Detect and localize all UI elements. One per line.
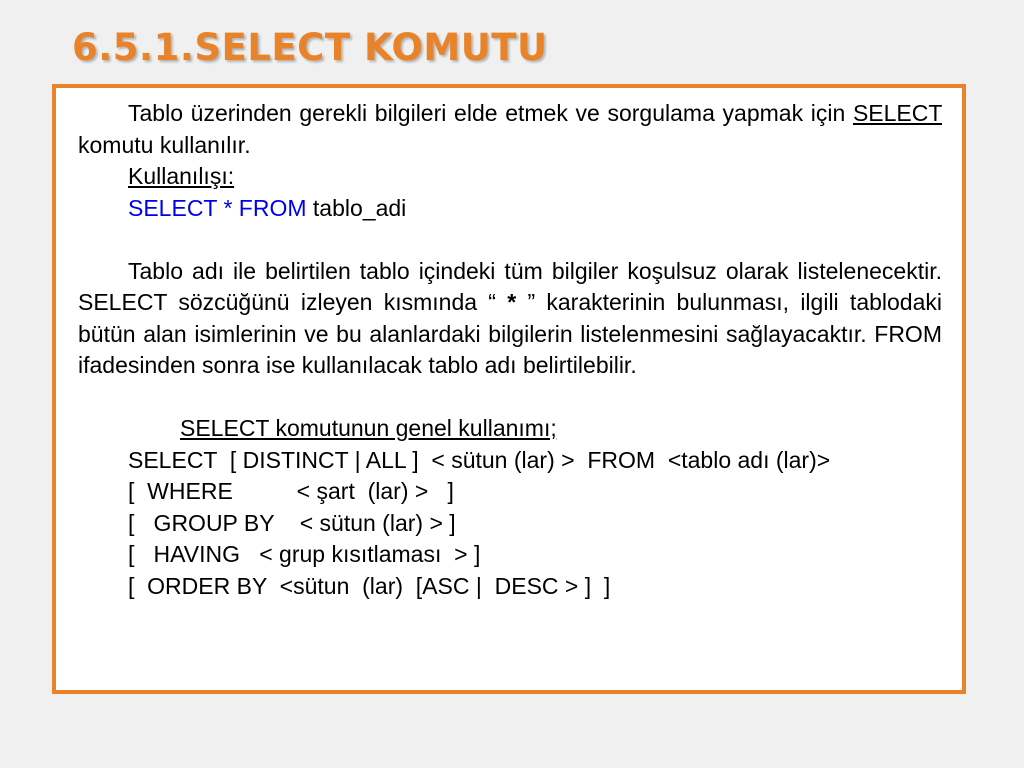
syntax-line-having: [ HAVING < grup kısıtlaması > ] bbox=[128, 541, 481, 567]
usage-example bbox=[78, 193, 942, 225]
intro-paragraph bbox=[78, 98, 942, 161]
usage-label-line bbox=[78, 161, 942, 193]
usage-label: Kullanılışı: bbox=[128, 163, 235, 189]
syntax-line-group-by: [ GROUP BY < sütun (lar) > ] bbox=[128, 509, 456, 536]
general-usage-heading: SELECT komutunun genel kullanımı; bbox=[180, 415, 557, 441]
usage-select: SELECT bbox=[128, 194, 218, 221]
syntax-line-order-by: [ ORDER BY <sütun (lar) [ASC | DESC > ] ] bbox=[128, 572, 611, 599]
select-keyword: SELECT bbox=[852, 100, 942, 126]
content-box bbox=[52, 84, 966, 694]
description-paragraph bbox=[78, 256, 942, 382]
slide-title: 6.5.1.SELECT KOMUTU bbox=[72, 26, 548, 69]
description-star: * bbox=[507, 289, 517, 315]
usage-from: FROM bbox=[238, 194, 307, 221]
intro-text-2: komutu kullanılır. bbox=[78, 131, 251, 158]
general-usage-line bbox=[78, 413, 942, 445]
description-text-2: ” karakterinin bulunması, ilgili tablodaki bütün alan isimlerinin ve bu alanlardaki bilgilerin listelenmesini sağlayacaktır. FROM ifadesinden sonra ise kullanılacak tablo adı belirtilebilir. bbox=[78, 289, 942, 378]
spacer bbox=[78, 224, 942, 256]
intro-text-1: Tablo üzerinden gerekli bilgileri elde etmek ve sorgulama yapmak için bbox=[128, 100, 853, 126]
content-text bbox=[78, 98, 942, 602]
usage-table: tablo_adi bbox=[306, 194, 407, 221]
syntax-line-where: [ WHERE < şart (lar) > ] bbox=[128, 478, 454, 504]
syntax-line-select: SELECT [ DISTINCT | ALL ] < sütun (lar) > FROM <tablo adı (lar)> bbox=[128, 446, 831, 473]
spacer bbox=[78, 382, 942, 414]
description-text-1: Tablo adı ile belirtilen tablo içindeki tüm bilgiler koşulsuz olarak listelenecektir. SELECT sözcüğünü izleyen kısmında “ bbox=[78, 257, 942, 315]
usage-star: * bbox=[217, 194, 239, 221]
